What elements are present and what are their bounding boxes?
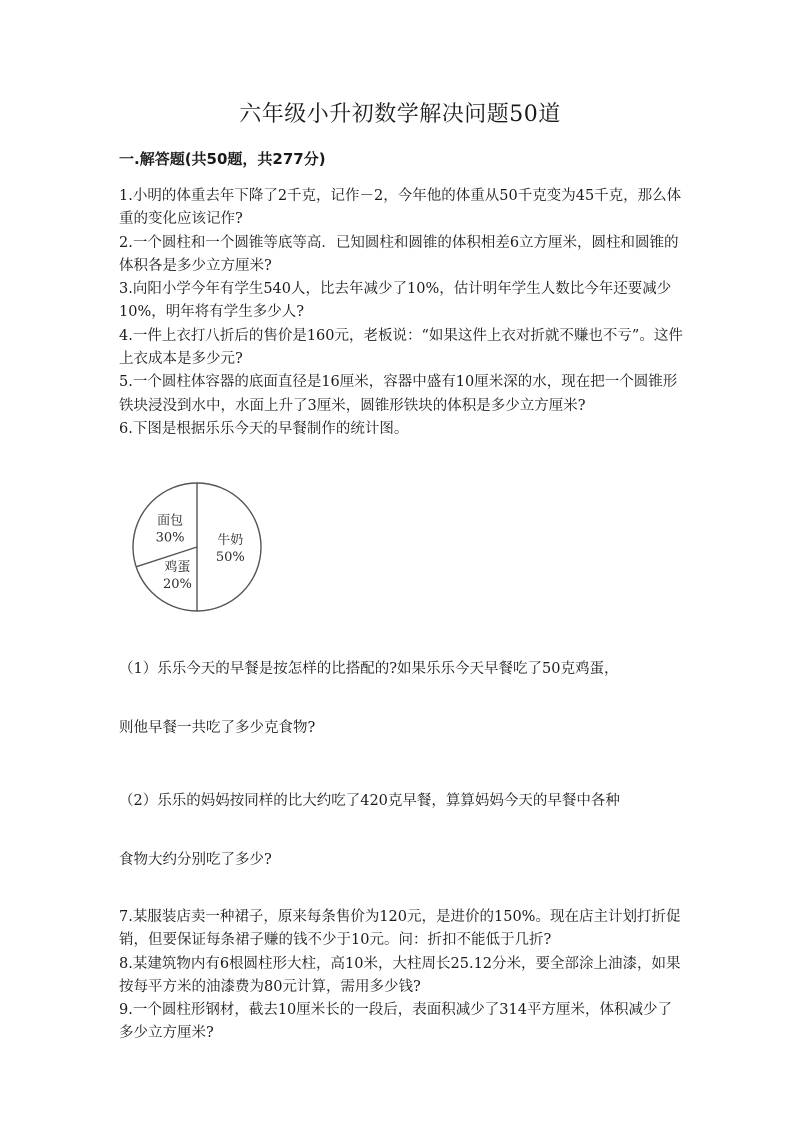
pie-chart-svg — [127, 477, 267, 617]
breakfast-pie-chart — [127, 477, 267, 617]
subquestion-2-line2: 食物大约分别吃了多少? — [119, 852, 272, 868]
question-1: 1.小明的体重去年下降了2千克，记作－2，今年他的体重从50千克变为45千克，那么体重的变化应该记作? — [119, 188, 682, 228]
question-7: 7.某服装店卖一种裙子，原来每条售价为120元，是进价的150%。现在店主计划打折促销，但要保证每条裙子赚的钱不少于10元。问：折扣不能低于几折? — [119, 909, 681, 949]
question-6: 6.下图是根据乐乐今天的早餐制作的统计图。 — [119, 420, 409, 437]
pie-slice-label-2: 30% — [155, 530, 185, 546]
pie-slice-name-1: 鸡蛋 — [164, 559, 191, 575]
section-heading: 一.解答题(共50题，共277分) — [119, 150, 326, 168]
question-9: 9.一个圆柱形钢材，截去10厘米长的一段后，表面积减少了314平方厘米，体积减少了多少立方厘米? — [119, 1002, 672, 1042]
subquestion-1-line1: （1）乐乐今天的早餐是按怎样的比搭配的?如果乐乐今天早餐吃了50克鸡蛋， — [119, 661, 619, 677]
question-3: 3.向阳小学今年有学生540人，比去年减少了10%，估计明年学生人数比今年还要减少10%，明年将有学生多少人? — [119, 281, 672, 321]
subquestion-2-line1: （2）乐乐的妈妈按同样的比大约吃了420克早餐，算算妈妈今天的早餐中各种 — [119, 793, 620, 809]
questions-part2 — [119, 906, 684, 1046]
question-5: 5.一个圆柱体容器的底面直径是16厘米，容器中盛有10厘米深的水，现在把一个圆锥形铁块浸没到水中，水面上升了3厘米，圆锥形铁块的体积是多少立方厘米? — [119, 374, 678, 414]
question-2: 2.一个圆柱和一个圆锥等底等高．已知圆柱和圆锥的体积相差6立方厘米，圆柱和圆锥的体积各是多少立方厘米? — [119, 234, 679, 274]
page-title: 六年级小升初数学解决问题50道 — [239, 102, 561, 127]
questions-part1 — [119, 185, 684, 441]
pie-slice-name-0: 牛奶 — [217, 533, 244, 548]
question-8: 8.某建筑物内有6根圆柱形大柱，高10米，大柱周长25.12分米，要全部涂上油漆，如果按每平方米的油漆费为80元计算，需用多少钱? — [119, 955, 681, 995]
pie-slice-name-2: 面包 — [157, 513, 184, 529]
question-4: 4.一件上衣打八折后的售价是160元，老板说：“如果这件上衣对折就不赚也不亏”。这件上衣成本是多少元? — [119, 327, 683, 368]
pie-slice-label-0: 50% — [215, 550, 245, 565]
subquestion-1-line2: 则他早餐一共吃了多少克食物? — [119, 720, 316, 736]
pie-slice-label-1: 20% — [162, 576, 192, 592]
